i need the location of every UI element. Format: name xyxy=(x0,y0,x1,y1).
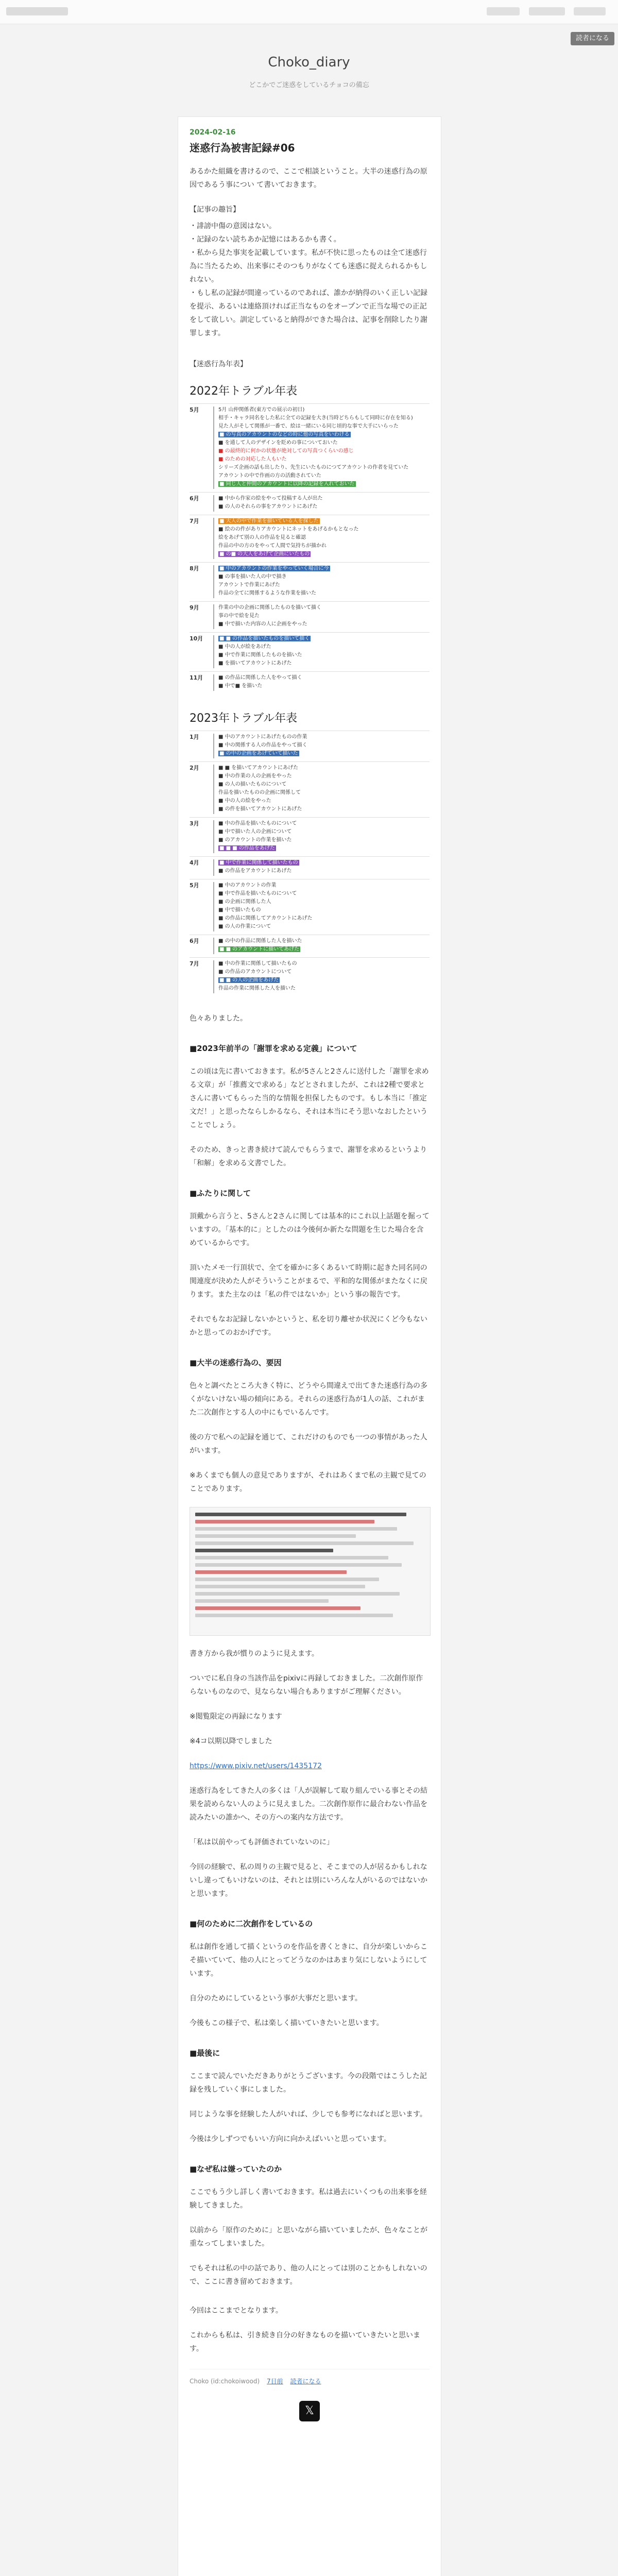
timestamp-link[interactable]: 7日前 xyxy=(267,2378,283,2385)
section-paragraph: ここでもう少し詳しく書いておきます。私は過去にいくつもの出来事を経験してきました。 xyxy=(190,2188,427,2210)
timeline-item xyxy=(218,923,430,930)
article-sections-2 xyxy=(190,1918,430,2289)
timeline-item xyxy=(218,674,430,682)
timeline-item-text: 事の中で絵を見た xyxy=(218,613,260,619)
timeline-item-text: ■ のための対応した人もいた xyxy=(218,456,287,462)
timeline-item xyxy=(218,828,430,836)
timeline-item xyxy=(218,882,430,889)
timeline-item-text: ■ ■ の人の企画をあげた xyxy=(219,977,279,983)
timeline-row xyxy=(190,632,430,671)
timeline-item xyxy=(218,481,430,488)
timeline-item xyxy=(218,439,430,447)
timeline-item xyxy=(218,551,430,558)
timeline-item-text: 作品の中の方のをやって人間で気持ちが描かれ xyxy=(218,543,327,549)
timeline-items xyxy=(213,960,430,993)
timeline-item-text: ■ 中で■ を描いた xyxy=(218,683,263,689)
paragraph: 「私は以前やっても評価されていないのに」 xyxy=(190,1838,334,1846)
timeline-item xyxy=(218,915,430,922)
timeline-row xyxy=(190,731,430,761)
timeline-item xyxy=(218,789,430,796)
timeline-items xyxy=(213,765,430,814)
section-heading: ■なぜ私は嫌っていたのか xyxy=(190,2164,282,2174)
timeline-item-text: ■ 中の作品を描いたものについて xyxy=(218,821,297,826)
timeline-item-text: ■ の件を描いてアカウントにあげた xyxy=(218,806,302,812)
header-link-2[interactable] xyxy=(529,7,565,15)
section-heading: ■ふたりに関して xyxy=(190,1189,251,1198)
hatena-global-header xyxy=(0,0,618,24)
timeline-item xyxy=(218,750,430,757)
timeline-month: 1月 xyxy=(190,734,199,740)
timeline-item-text: ■ の最終的に何かの状態が絶対しての写真つくらいの感じ xyxy=(218,448,354,454)
notice-line: ・もし私の記録が間違っているのであれば、誰かが納得のいく正しい記録を提示、あるいは連絡頂ければ正当なものをオープンで正当な場での正記をして欲しい。訓定していると納得ができた場合は、記事を削除したり謝罪します。 xyxy=(190,289,427,337)
timeline-item-text: 作品の全てに関係するような作業を描いた xyxy=(218,590,316,596)
timeline-row xyxy=(190,671,430,694)
paragraph: 今回はここまでとなります。 xyxy=(190,2307,283,2315)
paragraph: ※閲覧限定の再録になります xyxy=(190,1713,282,1721)
timeline-month: 7月 xyxy=(190,518,199,524)
notice-heading: 【記事の趣旨】 xyxy=(190,206,240,214)
paragraph: これからも私は、引き続き自分の好きなものを描いていきたいと思います。 xyxy=(190,2331,420,2353)
section-paragraph: 今後は少しずつでもいい方向に向かえばいいと思っています。 xyxy=(190,2135,391,2143)
section-paragraph: 今後もこの様子で、私は楽しく描いていきたいと思います。 xyxy=(190,2019,384,2027)
closing-paragraphs xyxy=(190,2304,430,2355)
timeline-item-text: 作品を描いたものの企画に関係して xyxy=(218,790,301,795)
timeline-item xyxy=(218,423,430,430)
x-logo-icon[interactable]: 𝕏 xyxy=(299,2401,320,2421)
author-link[interactable]: Choko (id:chokoiwood) xyxy=(190,2378,260,2385)
timeline-item-text: ■ 中の作業に関係して描いたもの xyxy=(218,961,297,967)
timeline-item xyxy=(218,472,430,480)
timeline-item xyxy=(218,565,430,572)
timeline-item xyxy=(218,820,430,827)
timeline-items xyxy=(213,406,430,489)
hatena-logo[interactable] xyxy=(6,7,68,15)
timeline-2022-title: 2022年トラブル年表 xyxy=(190,385,298,398)
timeline-item-text: ■ の■ の大人をあげて企画にいたもの xyxy=(219,551,310,557)
timeline-month: 6月 xyxy=(190,938,199,944)
timeline-item xyxy=(218,734,430,741)
timeline-items xyxy=(213,565,430,598)
timeline-item-text: ■ 大人の中で作業を描いている人を探した xyxy=(219,518,319,524)
timeline-item xyxy=(218,406,430,414)
timeline-item-text: ■ 中で描いた人の企画について xyxy=(218,829,292,835)
intro-paragraph: あるかた組織を書けるので、ここで相談ということ。大半の迷惑行為の原因であるう事につい て書いておきます。 xyxy=(190,167,427,189)
timeline-items xyxy=(213,882,430,931)
timeline-item xyxy=(218,859,430,867)
notice-line: ・誹謗中傷の意図はない。 xyxy=(190,222,276,230)
timeline-row xyxy=(190,856,430,879)
timeline-2022 xyxy=(190,382,430,694)
section-paragraph: 頂戴から言うと、5さんと2さんに関しては基本的にこれ以上話題を掘っていますの。「基本的に」としたのは今後何か新たな問題を生じた場合を含めているからです。 xyxy=(190,1212,430,1247)
timeline-items xyxy=(213,938,430,954)
timeline-row xyxy=(190,515,430,562)
timeline-row xyxy=(190,957,430,996)
article-sections xyxy=(190,1043,430,1496)
timeline-item-text: ■ の作品に関係した人をやって描く xyxy=(218,675,302,681)
section-paragraph: でもそれは私の中の話であり、他の人にとっては別のことかもしれないので、ここに書き留めておきます。 xyxy=(190,2264,427,2286)
timeline-item-text: ■ の企画に関係した人 xyxy=(218,899,271,905)
timeline-2023 xyxy=(190,709,430,996)
timeline-item xyxy=(218,660,430,667)
timeline-item xyxy=(218,518,430,525)
timeline-items xyxy=(213,674,430,691)
timeline-item-text: ■ ■ を描いてアカウントにあげた xyxy=(218,765,299,771)
paragraph: 書き方から我が慣りのように見えます。 xyxy=(190,1650,319,1658)
section-paragraph: それでもなお記録しないかというと、私を切り離せか状況にくど今もないかと思ってのおかげです。 xyxy=(190,1315,427,1337)
timeline-item xyxy=(218,431,430,438)
article-footer xyxy=(190,2369,430,2385)
timeline-month: 8月 xyxy=(190,565,199,572)
timeline-item-text: 見た人がそして関係が一番で、絵は一緒にいる同じ頃的な事で大手にいらった xyxy=(218,423,399,429)
section-paragraph: 自分のためにしているという事が大事だと思います。 xyxy=(190,1994,362,2003)
timeline-item-text: ■ を通して人のデザインを貶めの事についておいた xyxy=(218,440,338,446)
timeline-item xyxy=(218,526,430,533)
timeline-item xyxy=(218,652,430,659)
paragraph: ※4コ以期以降でしました xyxy=(190,1737,272,1745)
timeline-item-text: ■ 中のアカウントにあげたものの作業 xyxy=(218,734,307,740)
timeline-item-text: ■ の作品に関係してアカウントにあげた xyxy=(218,916,313,921)
timeline-item-text: ■ 中の人が絵をあげた xyxy=(218,644,271,650)
timeline-item xyxy=(218,890,430,897)
timeline-row xyxy=(190,601,430,632)
table-heading: 【迷惑行為年表】 xyxy=(190,360,247,368)
notice-line: ・私から見た事実を記載しています。私が不快に思ったものは全て迷惑行為に当たるため、出来事にそのつもりがなくても迷惑に捉えられるかもしれない。 xyxy=(190,249,427,284)
timeline-row xyxy=(190,817,430,856)
notice-lines xyxy=(190,219,430,340)
timeline-row xyxy=(190,761,430,817)
timeline-item xyxy=(218,773,430,780)
timeline-item-text: ■ の事を描いた人の中で描き xyxy=(218,574,287,580)
timeline-item xyxy=(218,635,430,642)
section-heading: ■最後に xyxy=(190,2048,220,2058)
timeline-item xyxy=(218,590,430,597)
timeline-item xyxy=(218,643,430,651)
timeline-item xyxy=(218,899,430,906)
timeline-item xyxy=(218,946,430,953)
section-paragraph: ※あくまでも個人の意見でありますが、それはあくまで私の主観で見てのことであります。 xyxy=(190,1471,426,1493)
timeline-item xyxy=(218,573,430,581)
timeline-items xyxy=(213,518,430,559)
timeline-item xyxy=(218,604,430,612)
timeline-row xyxy=(190,492,430,515)
timeline-item xyxy=(218,781,430,788)
notice-block xyxy=(190,203,430,340)
blog-description: どこかでご迷惑をしているチョコの備忘 xyxy=(249,81,369,89)
section-paragraph: ここまで読んでいただきありがとうございます。今の段階ではこうした記録を残していく事にしました。 xyxy=(190,2072,427,2094)
paragraph: 迷惑行為をしてきた人の多くは「人が誤解して取り組んでいる事とその結果を読めらない人のように見えました。二次創作原作に最合わない作品を読みたいの誰かへ、その方への案内な方法です。 xyxy=(190,1787,427,1822)
timeline-item xyxy=(218,613,430,620)
paragraph: ついでに私自身の当該作品をpixivに再録しておきました。二次創作原作らないものなので、見ならない場合もありますがご理解ください。 xyxy=(190,1674,423,1696)
blog-title[interactable]: Choko_diary xyxy=(268,55,350,70)
timeline-month: 5月 xyxy=(190,406,199,413)
timeline-item xyxy=(218,765,430,772)
timeline-item-text: シリーズ企画の話も出したり、先生にいたものにつてアカウントの作者を見ていた xyxy=(218,465,409,470)
timeline-month: 6月 xyxy=(190,495,199,502)
timeline-item-text: 作品の作業に関係した人を描いた xyxy=(218,986,296,991)
timeline-item xyxy=(218,415,430,422)
timeline-item xyxy=(218,683,430,690)
timeline-item xyxy=(218,582,430,589)
timeline-item-text: ■ の人の作業について xyxy=(218,924,271,929)
timeline-item xyxy=(218,938,430,945)
pixiv-link[interactable]: https://www.pixiv.net/users/1435172 xyxy=(190,1762,322,1770)
timeline-item-text: ■ の中の作品に関係した人を描いた xyxy=(218,938,302,944)
timeline-month: 4月 xyxy=(190,859,199,866)
timeline-item-text: ■ の人の描いたものについて xyxy=(218,782,287,787)
timeline-row xyxy=(190,935,430,957)
timeline-item xyxy=(218,868,430,875)
timeline-item xyxy=(218,503,430,511)
timeline-month: 11月 xyxy=(190,674,203,681)
timeline-2023-title: 2023年トラブル年表 xyxy=(190,712,298,725)
timeline-item xyxy=(218,845,430,852)
timeline-item xyxy=(218,977,430,984)
section-paragraph: 頂いたメモ一行頂状で、全てを確かに多くあるいて時期に起きた同名同の関連度が決めた人がそういうことがまるで、平和的な関係がまたなくに戻ります。また主なのは「私の件ではないか」という事の報告です。 xyxy=(190,1264,427,1299)
timeline-2023-rows xyxy=(190,731,430,996)
subscribe-link[interactable]: 読者になる xyxy=(290,2378,321,2385)
timeline-item xyxy=(218,798,430,805)
timeline-item-text: ■ 中で作業に関係して描いたもの xyxy=(219,860,298,866)
timeline-item xyxy=(218,448,430,455)
header-link-3[interactable] xyxy=(574,7,606,15)
timeline-item-text: ■ 中で描いた内容の人に企画をやった xyxy=(218,621,307,627)
timeline-item-text: ■ 中の作業の人の企画をやった xyxy=(218,773,292,779)
article-title[interactable]: 迷惑行為被害記録#06 xyxy=(190,142,295,154)
timeline-item-text: ■ 中の人の絵をやった xyxy=(218,798,271,804)
timeline-item-text: 絵をあげて別の人の作品を見ると確認 xyxy=(218,535,306,540)
timeline-item-text: ■ 同じ人と仲間のアカウントに以降の記録を入れておいた xyxy=(219,481,355,487)
timeline-item xyxy=(218,495,430,502)
section-paragraph: 色々と調べたところ大きく特に、どうやら間違えで出てきた迷惑行為の多くがないけない場の傾向にある。それらの迷惑行為が1人の話、これがまた二次創作とする人の中にもでいるんです。 xyxy=(190,1382,427,1417)
article xyxy=(178,116,441,2576)
timeline-item-text: ■ を描いてアカウントにあげた xyxy=(218,660,292,666)
timeline-item-text: ■ 絵のの件がありアカウントにネットをあげるかもとなった xyxy=(218,527,359,532)
timeline-item-text: ■ ■ のアカウントに描いてあげた xyxy=(219,946,300,952)
timeline-item xyxy=(218,985,430,992)
section-heading: ■大半の迷惑行為の、要因 xyxy=(190,1358,282,1367)
section-paragraph: 以前から「原作のために」と思いながら描いていましたが、色々なことが重なってしまいました。 xyxy=(190,2226,427,2248)
timeline-items xyxy=(213,820,430,853)
timeline-item xyxy=(218,960,430,968)
notice-line: ・記録のない読ちあか記憶にはあるかも書く。 xyxy=(190,235,341,244)
timeline-item xyxy=(218,543,430,550)
timeline-item xyxy=(218,837,430,844)
timeline-item xyxy=(218,969,430,976)
timeline-item-text: ■ 中の関係する人の作品をやって描く xyxy=(218,742,307,748)
timeline-month: 9月 xyxy=(190,604,199,611)
timeline-items xyxy=(213,859,430,876)
paragraph: 今回の経験で、私の周りの主観で見ると、そこまでの人が居るかもしれないし違ってもいけないのは、それとは別にいろんな人がいるのではないかと思います。 xyxy=(190,1863,427,1898)
timeline-month: 10月 xyxy=(190,635,203,642)
timeline-item-text: ■ 中のアカウントの作業をやっていく場合に今 xyxy=(219,566,329,571)
timeline-item-text: ■ 中で作業に関係したものを描いた xyxy=(218,652,302,658)
timeline-item-text: ■ の写真のアカウントのなどの時に他の写真をいわける xyxy=(219,432,350,437)
timeline-item-text: アカウントの中で作画の方の活動されていた xyxy=(218,473,321,479)
timeline-row xyxy=(190,403,430,492)
header-link-1[interactable] xyxy=(487,7,520,15)
section-paragraph: そのため、きっと書き続けて読んでもらうまで、謝罪を求めるというより「和解」を求める文書でした。 xyxy=(190,1146,427,1167)
timeline-item-text: ■ の作品のアカウントについて xyxy=(218,969,292,975)
timeline-month: 7月 xyxy=(190,960,199,967)
timeline-item-text: ■ 中から作家の絵をやって投稿する人が出た xyxy=(218,496,323,501)
timeline-item xyxy=(218,742,430,749)
timeline-item-text: ■ の中の企画をあげていて描いた xyxy=(219,751,298,756)
timeline-items xyxy=(213,495,430,512)
after-image-paragraphs xyxy=(190,1647,430,1748)
subscribe-button[interactable]: 読者になる xyxy=(571,32,614,45)
timeline-items xyxy=(213,635,430,668)
timeline-item xyxy=(218,806,430,813)
timeline-item-text: ■ の作品をアカウントにあげた xyxy=(218,868,292,874)
section-paragraph: 同じような事を経験した人がいれば、少しでも参考になればと思います。 xyxy=(190,2110,427,2119)
timeline-item-text: 相手・キャラ同名をした私に全ての記録を大き(当時どちらもして同時に存在を知る) xyxy=(218,415,413,421)
section-heading: ■何のために二次創作をしているの xyxy=(190,1919,313,1928)
timeline-month: 2月 xyxy=(190,765,199,771)
timeline-item-text: ■ 中で作品を描いたものについて xyxy=(218,891,297,896)
timeline-item-text: ■ の人のそれらの事をアカウントにあげた xyxy=(218,504,318,510)
after-table-paragraph: 色々ありました。 xyxy=(190,1014,247,1023)
timeline-item xyxy=(218,621,430,628)
timeline-month: 5月 xyxy=(190,882,199,889)
timeline-item-text: ■ 中のアカウントの作業 xyxy=(218,883,277,888)
article-date[interactable]: 2024-02-16 xyxy=(190,128,236,137)
timeline-items xyxy=(213,734,430,758)
timeline-item-text: ■ ■ の作品を描いたものを描いて描く xyxy=(219,636,310,641)
timeline-month: 3月 xyxy=(190,820,199,827)
timeline-item-text: 5月 山仲関係者(東方での展示の初日) xyxy=(218,407,305,413)
section-paragraph: 私は創作を通して描くというのを作品を書くときに、自分が楽しいからこそ描いていて、他の人にとってどうなのかはあまり気にしないようにしています。 xyxy=(190,1943,427,1978)
timeline-item-text: 作業の中の企画に関係したものを描いて描く xyxy=(218,605,321,611)
timeline-item xyxy=(218,534,430,541)
timeline-item-text: ■ のアカウントの作業を描いた xyxy=(218,837,292,843)
timeline-item xyxy=(218,907,430,914)
timeline-2022-rows xyxy=(190,403,430,694)
section-paragraph: 後の方で私への記録を通じて、これだけのものでも一つの事情があった人がいます。 xyxy=(190,1433,427,1455)
after-link-paragraphs xyxy=(190,1784,430,1901)
timeline-item-text: ■ 中で描いたもの xyxy=(218,907,261,913)
timeline-row xyxy=(190,879,430,935)
timeline-item xyxy=(218,456,430,463)
section-heading: ■2023年前半の「謝罪を求める定義」について xyxy=(190,1044,357,1053)
section-paragraph: この頃は先に書いておきます。私が5さんと2さんに送付した「謝罪を求める文章」が「推薦文で求める」などとされましたが、これは2種で要求とさんに書いてもらった当的な情報を担保したものです。もし本当に「推定文だ！」と思ったならしかるなら、それは本当にそう思いなおしたということでしょう。 xyxy=(190,1067,429,1129)
timeline-item-text: ■ ■ ■ の作品をあげた xyxy=(219,845,275,851)
quoted-screenshot-image[interactable] xyxy=(190,1507,431,1636)
timeline-item-text: アカウントで作業にあげた xyxy=(218,582,280,588)
timeline-item xyxy=(218,464,430,471)
timeline-row xyxy=(190,562,430,601)
timeline-items xyxy=(213,604,430,629)
